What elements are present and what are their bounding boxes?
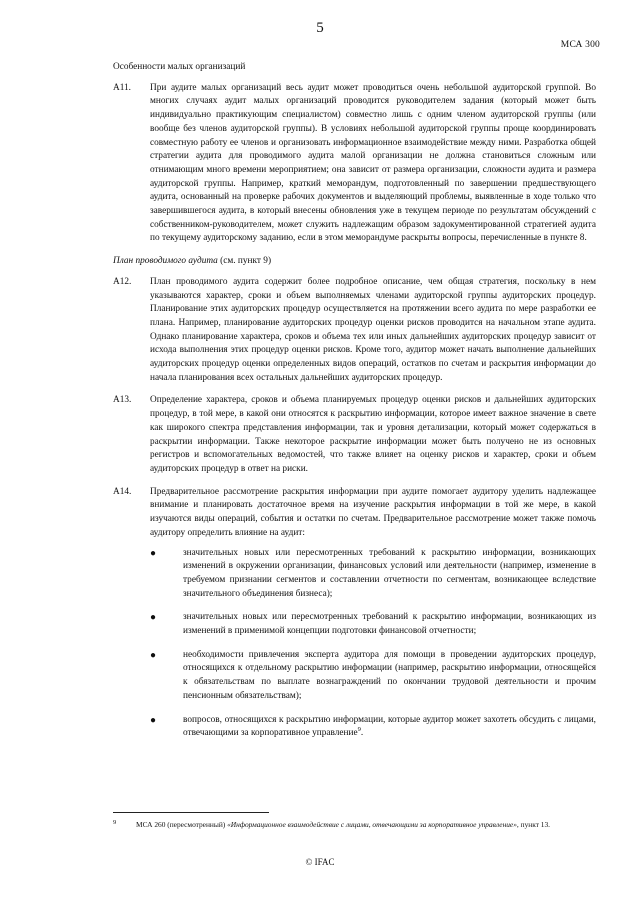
page-number: 5 xyxy=(316,20,324,36)
paragraph-number: A14. xyxy=(113,486,132,497)
paragraph-a13 xyxy=(113,394,596,476)
list-item xyxy=(150,649,596,704)
footnote-text xyxy=(113,819,596,830)
bullet-icon: ● xyxy=(150,612,157,624)
paragraph-text: Определение характера, сроков и объема планируемых процедур оценки рисков и дальнейших аудиторских процедур, в той мере, в какой они относятся к раскрытию информации, которое имеет важное значение в свете как широкого спектра представления информации, так и уровня детализации, который может содержаться в раскрытии информации. Также некоторое раскрытие информации может быть получено не из основных регистров и вспомогательных ведомостей, что также влияет на оценку рисков и характер, сроки и объем аудиторских процедур в ответ на риски. xyxy=(150,395,596,474)
paragraph-a12 xyxy=(113,276,596,386)
footnote-number: 9 xyxy=(113,819,117,826)
list-item-text: необходимости привлечения эксперта аудитора для помощи в проведении аудиторских процедур, относящихся к отдельному раскрытию информации (например, раскрытию информации, относящейся к обязательствам по выплате вознаграждений по окончании трудовой деятельности и прочим пенсионным обязательствам); xyxy=(183,649,596,701)
paragraph-number: A12. xyxy=(113,276,132,287)
paragraph-text: План проводимого аудита содержит более подробное описание, чем общая стратегия, поскольку в нем указываются характер, сроки и объем выполняемых членами аудиторской группы аудиторских процедур. Планирование этих аудиторских процедур осуществляется на протяжении всего аудита по мере разработки ее плана. Например, планирование аудиторских процедур оценки рисков проводится на начальном этапе аудита. Однако планирование характера, сроков и объема тех или иных дальнейших аудиторских процедур зависит от исхода выполнения этих процедур оценки рисков. Кроме того, аудитор может начать выполнение дальнейших аудиторских процедур оценки определенных видов операций, остатков по счетам и раскрытия информации до начала планирования всех остальных дальнейших аудиторских процедур. xyxy=(150,276,596,383)
paragraph-text: При аудите малых организаций весь аудит может проводиться очень небольшой аудиторской группой. Во многих случаях аудит малых организаций проводится руководителем задания (который может быть индивидуально практикующим специалистом) совместно лишь с одним членом аудиторской группы (или вообще без членов аудиторской группы). В условиях небольшой аудиторской группы проще координировать совместную работу ее членов и организовать информационное взаимодействие между ними. Разработка общей стратегии аудита для проводимого аудита малой организации не должна становиться сложным или отнимающим много времени мероприятием; она зависит от размера организации, сложности аудита и размера аудиторской группы. Например, краткий меморандум, подготовленный по завершении предшествующего аудита, основанный на проверке рабочих документов и выделяющий проблемы, выявленные в ходе только что завершившегося аудита, в который внесены обновления уже в текущем периоде по результатам обсуждений с собственником-руководителем, может служить надлежащим образом задокументированной стратегией аудита по текущему аудиторскому заданию, если в этом меморандуме раскрыты вопросы, перечисленные в пункте 8. xyxy=(150,82,596,244)
footnote xyxy=(113,819,596,830)
paragraph-a14 xyxy=(113,486,596,741)
subheading-title: План проводимого аудита xyxy=(113,256,218,267)
list-item-text: значительных новых или пересмотренных требований к раскрытию информации, возникающих изменений в окружении организации, финансовых условий или деятельности (например, изменение в требуемом признании сегментов и составлении отчетности по сегментам, возникающее вследствие значительного объединения бизнеса); xyxy=(183,547,596,599)
list-item-text: вопросов, относящихся к раскрытию информации, которые аудитор может захотеть обсудить с лицами, отвечающими за корпоративное управление xyxy=(183,714,596,739)
footnote-tail: , пункт 13. xyxy=(516,820,551,829)
paragraph-a11 xyxy=(113,82,596,246)
list-item xyxy=(150,547,596,602)
bullet-icon: ● xyxy=(150,547,157,559)
list-item-text: значительных новых или пересмотренных требований к раскрытию информации, возникающих из изменений в применимой концепции подготовки финансовой отчетности; xyxy=(183,612,596,637)
paragraph-number: A13. xyxy=(113,395,132,406)
footnote-reference[interactable]: 9 xyxy=(357,726,361,734)
paragraph-text: Предварительное рассмотрение раскрытия информации при аудите помогает аудитору уделить надлежащее внимание и планировать достаточное время на изучение раскрытия информации в той же мере, в какой изучаются виды операций, события и остатки по счетам. Предварительное рассмотрение может также помочь аудитору определить влияние на аудит: xyxy=(150,486,596,538)
footnote-plain: МСА 260 (пересмотренный) xyxy=(136,820,228,829)
list-item xyxy=(150,714,596,741)
subheading-reference: (см. пункт 9) xyxy=(217,256,272,267)
footnote-title: «Информационное взаимодействие с лицами, отвечающими за корпоративное управление» xyxy=(227,820,517,829)
standard-code: МСА 300 xyxy=(560,40,600,50)
document-body xyxy=(113,61,596,751)
footnote-divider xyxy=(113,812,269,813)
subheading-audit-plan xyxy=(113,255,596,269)
list-item xyxy=(150,611,596,638)
bullet-list xyxy=(150,547,596,741)
bullet-icon: ● xyxy=(150,649,157,661)
list-item-end: . xyxy=(360,728,364,739)
section-heading: Особенности малых организаций xyxy=(113,62,246,72)
bullet-icon: ● xyxy=(150,714,157,726)
paragraph-number: A11. xyxy=(113,82,131,93)
footer-copyright: © IFAC xyxy=(305,857,335,867)
